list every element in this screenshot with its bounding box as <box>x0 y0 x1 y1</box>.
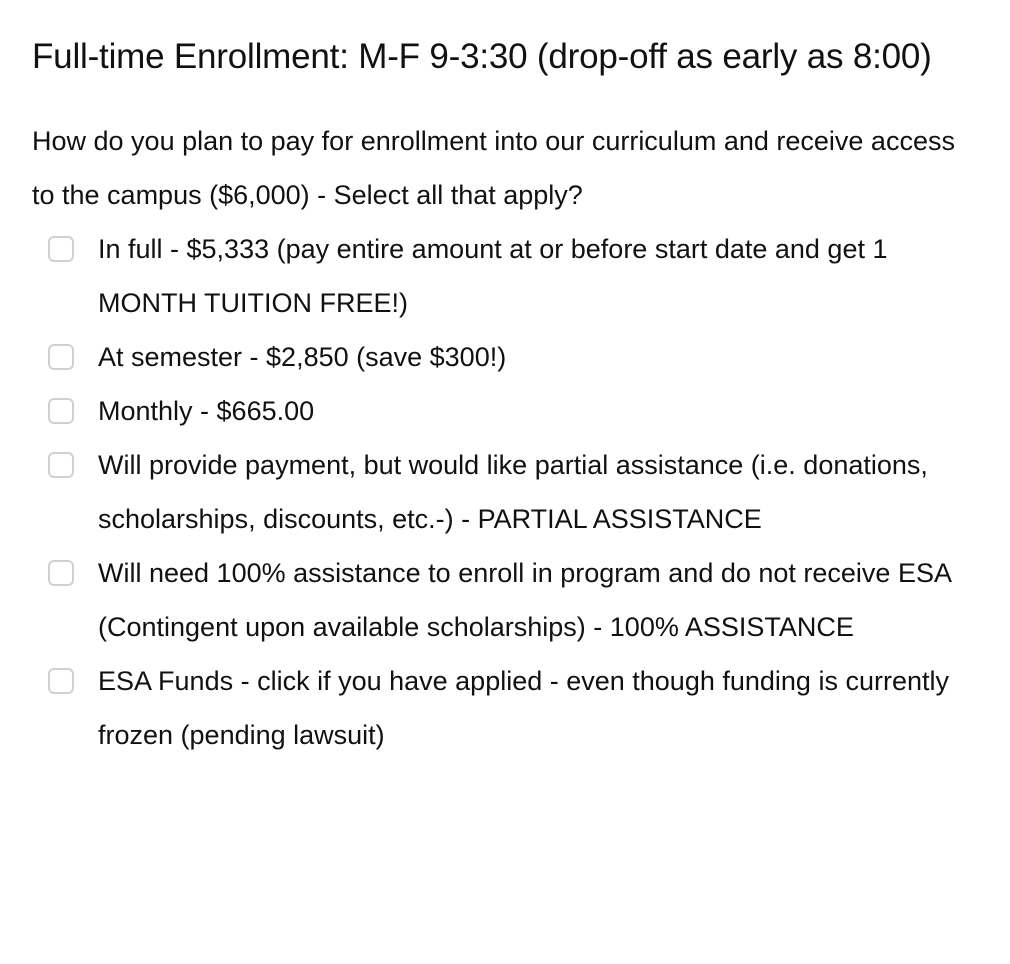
option-pay-at-semester[interactable] <box>32 330 980 384</box>
option-label[interactable]: Will need 100% assistance to enroll in program and do not receive ESA (Contingent upon available scholarships) - 100% ASSISTANCE <box>98 558 951 642</box>
checkbox-full-assistance[interactable] <box>48 560 74 586</box>
checkbox-pay-in-full[interactable] <box>48 236 74 262</box>
option-partial-assistance[interactable] <box>32 438 980 546</box>
option-pay-in-full[interactable] <box>32 222 980 330</box>
payment-options-list <box>32 222 980 762</box>
checkbox-pay-at-semester[interactable] <box>48 344 74 370</box>
option-pay-monthly[interactable] <box>32 384 980 438</box>
option-label[interactable]: In full - $5,333 (pay entire amount at or before start date and get 1 MONTH TUITION FREE!) <box>98 234 888 318</box>
option-label[interactable]: ESA Funds - click if you have applied - even though funding is currently frozen (pending lawsuit) <box>98 666 949 750</box>
checkbox-partial-assistance[interactable] <box>48 452 74 478</box>
option-label[interactable]: Monthly - $665.00 <box>98 396 315 426</box>
option-esa-funds[interactable] <box>32 654 980 762</box>
section-title: Full-time Enrollment: M-F 9-3:30 (drop-off as early as 8:00) <box>32 37 932 76</box>
checkbox-pay-monthly[interactable] <box>48 398 74 424</box>
option-label[interactable]: At semester - $2,850 (save $300!) <box>98 342 507 372</box>
payment-question: How do you plan to pay for enrollment into our curriculum and receive access to the campus ($6,000) - Select all that apply? <box>32 126 955 210</box>
checkbox-esa-funds[interactable] <box>48 668 74 694</box>
option-label[interactable]: Will provide payment, but would like partial assistance (i.e. donations, scholarships, discounts, etc.-) - PARTIAL ASSISTANCE <box>98 450 928 534</box>
option-full-assistance[interactable] <box>32 546 980 654</box>
